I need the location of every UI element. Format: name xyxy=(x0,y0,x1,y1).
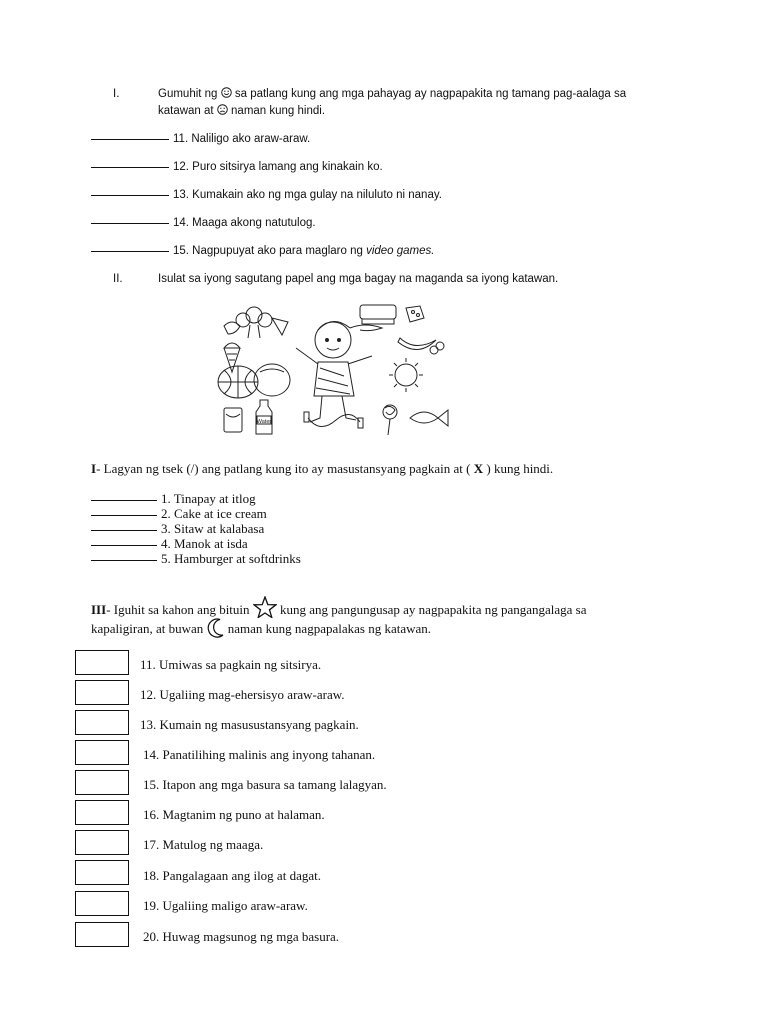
vegetables-icon xyxy=(224,307,288,338)
instruction-part: - Lagyan ng tsek ( xyxy=(96,461,191,476)
child-figure-icon xyxy=(296,321,382,422)
answer-blank[interactable] xyxy=(91,195,169,196)
section-1-item xyxy=(91,243,434,259)
item-text: 13. Kumakain ako ng mga gulay na niluluto ni nanay. xyxy=(173,189,442,201)
item-text: 15. Nagpupuyat ako para maglaro ng xyxy=(173,245,367,257)
section-3-item xyxy=(91,551,301,566)
box-item-text: 19. Ugaliing maligo araw-araw. xyxy=(143,898,308,913)
section-3-item xyxy=(91,491,256,506)
section-4-instruction xyxy=(91,596,711,638)
section-3-item xyxy=(91,536,248,551)
ball-icon xyxy=(218,366,258,398)
frowny-icon xyxy=(217,104,228,115)
box-item-text: 14. Panatilihing malinis ang inyong tahanan. xyxy=(143,747,376,762)
glove-icon xyxy=(254,364,290,396)
answer-box[interactable] xyxy=(75,891,129,916)
moon-icon xyxy=(207,618,225,638)
star-icon xyxy=(253,596,277,618)
answer-blank[interactable] xyxy=(91,560,157,561)
instruction-part: sa patlang kung ang mga pahayag ay nagpapakita ng tamang pag-aalaga sa xyxy=(234,88,627,100)
item-text: 12. Puro sitsirya lamang ang kinakain ko. xyxy=(173,161,383,173)
x-mark: X xyxy=(473,461,484,476)
answer-box[interactable] xyxy=(75,740,129,765)
item-text: 5. Hamburger at softdrinks xyxy=(161,551,301,566)
section-3-item xyxy=(91,506,267,521)
item-text-italic: video games. xyxy=(366,245,435,257)
box-item-text: 15. Itapon ang mga basura sa tamang lalagyan. xyxy=(143,777,387,792)
sun-icon xyxy=(389,358,423,392)
item-text: 14. Maaga akong natutulog. xyxy=(173,217,316,229)
smiley-icon xyxy=(221,87,232,98)
section-1-item xyxy=(91,131,310,147)
section-4-roman: III xyxy=(91,602,107,617)
item-text: 4. Manok at isda xyxy=(161,536,248,551)
item-text: 11. Naliligo ako araw-araw. xyxy=(173,133,311,145)
instruction-part: Gumuhit ng xyxy=(158,88,218,100)
section-1-roman: I. xyxy=(113,88,120,100)
grapes-icon xyxy=(406,306,424,322)
instruction-part: kung ang pangungusap ay nagpapakita ng pangangalaga sa xyxy=(280,602,587,617)
water-bottle-icon xyxy=(256,400,272,434)
instruction-part: naman kung hindi. xyxy=(231,105,326,117)
answer-blank[interactable] xyxy=(91,530,157,531)
section-3-roman: I xyxy=(91,461,97,476)
instruction-part: ) kung hindi. xyxy=(486,461,554,476)
section-2-text: Isulat sa iyong sagutang papel ang mga bagay na maganda sa iyong katawan. xyxy=(158,273,559,285)
box-item-text: 18. Pangalagaan ang ilog at dagat. xyxy=(143,868,321,883)
section-2-roman: II. xyxy=(113,273,123,285)
section-3-instruction xyxy=(91,460,711,477)
section-1-item xyxy=(91,159,383,175)
answer-box[interactable] xyxy=(75,800,129,825)
can-icon xyxy=(224,408,242,432)
answer-blank[interactable] xyxy=(91,545,157,546)
item-text: 2. Cake at ice cream xyxy=(161,506,267,521)
answer-blank[interactable] xyxy=(91,515,157,516)
check-mark: / xyxy=(190,461,195,476)
instruction-part: ) ang patlang kung ito ay masustansyang pagkain at ( xyxy=(194,461,471,476)
instruction-part: - Iguhit sa kahon ang bituin xyxy=(106,602,250,617)
section-1-text xyxy=(158,86,678,120)
section-3-item xyxy=(91,521,264,536)
answer-box[interactable] xyxy=(75,770,129,795)
box-item-text: 20. Huwag magsunog ng mga basura. xyxy=(143,929,340,944)
answer-box[interactable] xyxy=(75,922,129,947)
section-1-item xyxy=(91,187,442,203)
box-item-text: 11. Umiwas sa pagkain ng sitsirya. xyxy=(140,657,322,672)
answer-box[interactable] xyxy=(75,710,129,735)
answer-blank[interactable] xyxy=(91,139,169,140)
answer-blank[interactable] xyxy=(91,223,169,224)
answer-box[interactable] xyxy=(75,830,129,855)
healthy-things-illustration xyxy=(210,300,455,440)
instruction-part: naman kung nagpapalakas ng katawan. xyxy=(227,621,431,636)
section-1-item xyxy=(91,215,316,231)
item-text: 3. Sitaw at kalabasa xyxy=(161,521,265,536)
box-item-text: 13. Kumain ng masusustansyang pagkain. xyxy=(140,717,359,732)
answer-box[interactable] xyxy=(75,860,129,885)
banana-icon xyxy=(398,338,444,354)
box-item-text: 16. Magtanim ng puno at halaman. xyxy=(143,807,325,822)
box-item-text: 17. Matulog ng maaga. xyxy=(143,837,264,852)
bottle-label: Water xyxy=(256,419,272,425)
instruction-part: kapaligiran, at buwan xyxy=(91,621,204,636)
instruction-part: katawan at xyxy=(158,105,214,117)
answer-blank[interactable] xyxy=(91,500,157,501)
answer-blank[interactable] xyxy=(91,251,169,252)
answer-box[interactable] xyxy=(75,680,129,705)
item-text: 1. Tinapay at itlog xyxy=(161,491,256,506)
lollipop-icon xyxy=(383,405,397,435)
answer-box[interactable] xyxy=(75,650,129,675)
bread-icon xyxy=(360,305,396,324)
box-item-text: 12. Ugaliing mag-ehersisyo araw-araw. xyxy=(140,687,345,702)
answer-blank[interactable] xyxy=(91,167,169,168)
fish-icon xyxy=(410,410,448,426)
